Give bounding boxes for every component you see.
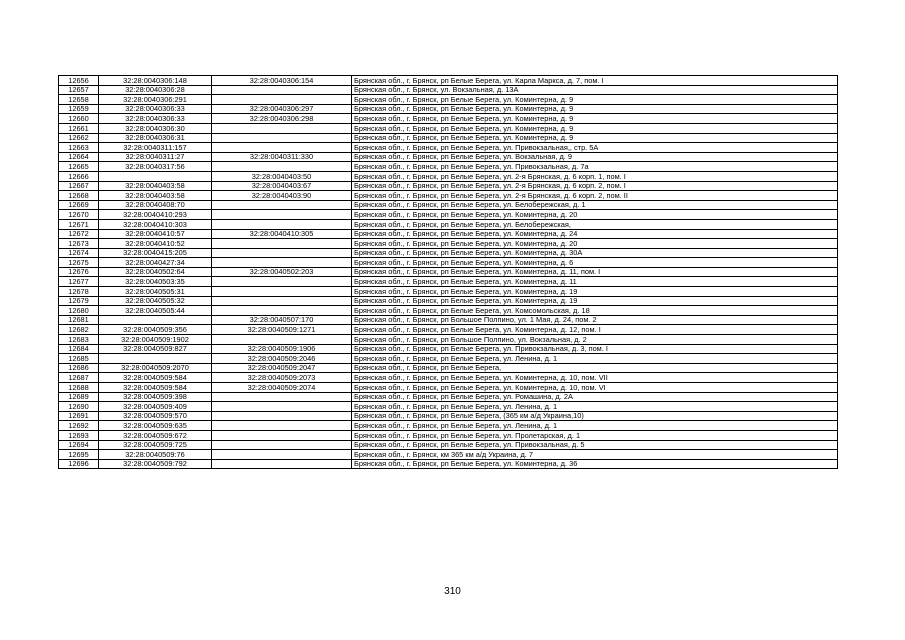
address-cell: Брянская обл., г. Брянск, рп Белые Берега, ул. Коминтерна, д. 20 bbox=[352, 239, 838, 249]
building-number-cell: 32:28:0040509:1271 bbox=[212, 325, 352, 335]
address-cell: Брянская обл., г. Брянск, рп Белые Берега, ул. Коминтерна, д. 9 bbox=[352, 133, 838, 143]
cadastral-number-cell: 32:28:0040410:52 bbox=[99, 239, 212, 249]
address-cell: Брянская обл., г. Брянск, рп Белые Берега, ул. Пролетарская, д. 1 bbox=[352, 430, 838, 440]
cadastral-number-cell: 32:28:0040509:76 bbox=[99, 450, 212, 460]
row-number-cell: 12670 bbox=[59, 210, 99, 220]
cadastral-number-cell: 32:28:0040410:303 bbox=[99, 219, 212, 229]
property-registry-table bbox=[58, 75, 838, 469]
address-cell: Брянская обл., г. Брянск, рп Белые Берега, ул. Коминтерна, д. 11 bbox=[352, 277, 838, 287]
cadastral-number-cell: 32:28:0040503:35 bbox=[99, 277, 212, 287]
row-number-cell: 12659 bbox=[59, 104, 99, 114]
table-row bbox=[59, 421, 838, 431]
registry-table-body bbox=[59, 76, 838, 469]
row-number-cell: 12680 bbox=[59, 306, 99, 316]
cadastral-number-cell: 32:28:0040509:2070 bbox=[99, 363, 212, 373]
building-number-cell: 32:28:0040502:203 bbox=[212, 267, 352, 277]
row-number-cell: 12673 bbox=[59, 239, 99, 249]
address-cell: Брянская обл., г. Брянск, рп Белые Берега, ул. 2-я Брянская, д. 6 корп. 2, пом. II bbox=[352, 191, 838, 201]
building-number-cell bbox=[212, 277, 352, 287]
cadastral-number-cell: 32:28:0040306:33 bbox=[99, 114, 212, 124]
row-number-cell: 12682 bbox=[59, 325, 99, 335]
building-number-cell: 32:28:0040507:170 bbox=[212, 315, 352, 325]
row-number-cell: 12674 bbox=[59, 248, 99, 258]
building-number-cell bbox=[212, 287, 352, 297]
cadastral-number-cell: 32:28:0040415:205 bbox=[99, 248, 212, 258]
address-cell: Брянская обл., г. Брянск, рп Белые Берега, ул. Коминтерна, д. 11, пом. I bbox=[352, 267, 838, 277]
table-row bbox=[59, 181, 838, 191]
address-cell: Брянская обл., г. Брянск, рп Белые Берега, ул. Ленина, д. 1 bbox=[352, 421, 838, 431]
building-number-cell bbox=[212, 143, 352, 153]
page-number: 310 bbox=[444, 586, 461, 597]
table-row bbox=[59, 229, 838, 239]
row-number-cell: 12660 bbox=[59, 114, 99, 124]
building-number-cell: 32:28:0040509:2073 bbox=[212, 373, 352, 383]
building-number-cell bbox=[212, 335, 352, 345]
address-cell: Брянская обл., г. Брянск, рп Белые Берега, ул. Ленина, д. 1 bbox=[352, 402, 838, 412]
row-number-cell: 12687 bbox=[59, 373, 99, 383]
address-cell: Брянская обл., г. Брянск, рп Белые Берега, ул. 2-я Брянская, д. 6 корп. 2, пом. I bbox=[352, 181, 838, 191]
row-number-cell: 12666 bbox=[59, 171, 99, 181]
row-number-cell: 12692 bbox=[59, 421, 99, 431]
table-row bbox=[59, 114, 838, 124]
address-cell: Брянская обл., г. Брянск, рп Белые Берега, bbox=[352, 363, 838, 373]
table-row bbox=[59, 325, 838, 335]
table-row bbox=[59, 219, 838, 229]
cadastral-number-cell: 32:28:0040306:30 bbox=[99, 123, 212, 133]
address-cell: Брянская обл., г. Брянск, рп Белые Берега, ул. Коминтерна, д. 30А bbox=[352, 248, 838, 258]
building-number-cell bbox=[212, 123, 352, 133]
building-number-cell: 32:28:0040306:298 bbox=[212, 114, 352, 124]
address-cell: Брянская обл., г. Брянск, рп Белые Берега, ул. Коминтерна, д. 9 bbox=[352, 114, 838, 124]
table-row bbox=[59, 239, 838, 249]
row-number-cell: 12663 bbox=[59, 143, 99, 153]
address-cell: Брянская обл., г. Брянск, рп Большое Полпино, ул. Вокзальная, д. 2 bbox=[352, 335, 838, 345]
table-row bbox=[59, 267, 838, 277]
cadastral-number-cell: 32:28:0040505:44 bbox=[99, 306, 212, 316]
row-number-cell: 12657 bbox=[59, 85, 99, 95]
row-number-cell: 12694 bbox=[59, 440, 99, 450]
building-number-cell: 32:28:0040509:2047 bbox=[212, 363, 352, 373]
table-row bbox=[59, 430, 838, 440]
address-cell: Брянская обл., г. Брянск, рп Белые Берега, ул. Коминтерна, д. 9 bbox=[352, 95, 838, 105]
table-row bbox=[59, 258, 838, 268]
building-number-cell bbox=[212, 210, 352, 220]
table-row bbox=[59, 277, 838, 287]
building-number-cell: 32:28:0040311:330 bbox=[212, 152, 352, 162]
row-number-cell: 12675 bbox=[59, 258, 99, 268]
cadastral-number-cell: 32:28:0040509:1902 bbox=[99, 335, 212, 345]
table-row bbox=[59, 383, 838, 393]
row-number-cell: 12662 bbox=[59, 133, 99, 143]
address-cell: Брянская обл., г. Брянск, рп Белые Берега, ул. Карла Маркса, д. 7, пом. I bbox=[352, 76, 838, 86]
row-number-cell: 12684 bbox=[59, 344, 99, 354]
address-cell: Брянская обл., г. Брянск, рп Белые Берега, ул. Привокзальная,, стр. 5А bbox=[352, 143, 838, 153]
row-number-cell: 12688 bbox=[59, 383, 99, 393]
table-row bbox=[59, 200, 838, 210]
cadastral-number-cell: 32:28:0040502:64 bbox=[99, 267, 212, 277]
cadastral-number-cell bbox=[99, 354, 212, 364]
building-number-cell bbox=[212, 421, 352, 431]
cadastral-number-cell: 32:28:0040403:58 bbox=[99, 191, 212, 201]
building-number-cell bbox=[212, 219, 352, 229]
cadastral-number-cell: 32:28:0040509:398 bbox=[99, 392, 212, 402]
address-cell: Брянская обл., г. Брянск, рп Белые Берега, ул. Коминтерна, д. 24 bbox=[352, 229, 838, 239]
address-cell: Брянская обл., г. Брянск, рп Белые Берега, ул. Коминтерна, д. 12, пом. I bbox=[352, 325, 838, 335]
address-cell: Брянская обл., г. Брянск, рп Белые Берега, ул. Ромашина, д. 2А bbox=[352, 392, 838, 402]
cadastral-number-cell: 32:28:0040509:827 bbox=[99, 344, 212, 354]
building-number-cell bbox=[212, 392, 352, 402]
table-row bbox=[59, 411, 838, 421]
address-cell: Брянская обл., г. Брянск, рп Белые Берега, ул. Коминтерна, д. 9 bbox=[352, 123, 838, 133]
table-row bbox=[59, 210, 838, 220]
cadastral-number-cell: 32:28:0040306:28 bbox=[99, 85, 212, 95]
building-number-cell bbox=[212, 450, 352, 460]
row-number-cell: 12695 bbox=[59, 450, 99, 460]
cadastral-number-cell: 32:28:0040509:725 bbox=[99, 440, 212, 450]
row-number-cell: 12664 bbox=[59, 152, 99, 162]
cadastral-number-cell: 32:28:0040306:33 bbox=[99, 104, 212, 114]
row-number-cell: 12686 bbox=[59, 363, 99, 373]
cadastral-number-cell: 32:28:0040427:34 bbox=[99, 258, 212, 268]
cadastral-number-cell: 32:28:0040410:57 bbox=[99, 229, 212, 239]
row-number-cell: 12671 bbox=[59, 219, 99, 229]
row-number-cell: 12679 bbox=[59, 296, 99, 306]
row-number-cell: 12683 bbox=[59, 335, 99, 345]
building-number-cell: 32:28:0040403:90 bbox=[212, 191, 352, 201]
table-row bbox=[59, 162, 838, 172]
cadastral-number-cell: 32:28:0040306:291 bbox=[99, 95, 212, 105]
address-cell: Брянская обл., г. Брянск, рп Белые Берега, ул. Коминтерна, д. 19 bbox=[352, 287, 838, 297]
building-number-cell bbox=[212, 85, 352, 95]
row-number-cell: 12661 bbox=[59, 123, 99, 133]
row-number-cell: 12681 bbox=[59, 315, 99, 325]
row-number-cell: 12685 bbox=[59, 354, 99, 364]
building-number-cell bbox=[212, 258, 352, 268]
cadastral-number-cell: 32:28:0040306:31 bbox=[99, 133, 212, 143]
building-number-cell: 32:28:0040403:67 bbox=[212, 181, 352, 191]
cadastral-number-cell: 32:28:0040509:570 bbox=[99, 411, 212, 421]
cadastral-number-cell: 32:28:0040509:792 bbox=[99, 459, 212, 469]
row-number-cell: 12676 bbox=[59, 267, 99, 277]
row-number-cell: 12696 bbox=[59, 459, 99, 469]
table-row bbox=[59, 248, 838, 258]
building-number-cell bbox=[212, 95, 352, 105]
cadastral-number-cell: 32:28:0040509:584 bbox=[99, 383, 212, 393]
address-cell: Брянская обл., г. Брянск, рп Белые Берега, ул. Привокзальная, д. 7а bbox=[352, 162, 838, 172]
cadastral-number-cell: 32:28:0040311:27 bbox=[99, 152, 212, 162]
address-cell: Брянская обл., г. Брянск, рп Белые Берега, ул. Ленина, д. 1 bbox=[352, 354, 838, 364]
row-number-cell: 12677 bbox=[59, 277, 99, 287]
row-number-cell: 12678 bbox=[59, 287, 99, 297]
building-number-cell: 32:28:0040306:297 bbox=[212, 104, 352, 114]
table-row bbox=[59, 402, 838, 412]
cadastral-number-cell: 32:28:0040408:70 bbox=[99, 200, 212, 210]
cadastral-number-cell: 32:28:0040509:584 bbox=[99, 373, 212, 383]
table-row bbox=[59, 287, 838, 297]
building-number-cell bbox=[212, 306, 352, 316]
building-number-cell: 32:28:0040509:2046 bbox=[212, 354, 352, 364]
address-cell: Брянская обл., г. Брянск, рп Белые Берега, ул. Коминтерна, д. 19 bbox=[352, 296, 838, 306]
table-row bbox=[59, 450, 838, 460]
address-cell: Брянская обл., г. Брянск, ул. Вокзальная, д. 13А bbox=[352, 85, 838, 95]
address-cell: Брянская обл., г. Брянск, рп Белые Берега, ул. Коминтерна, д. 6 bbox=[352, 258, 838, 268]
address-cell: Брянская обл., г. Брянск, рп Белые Берега, ул. Привокзальная, д. 3, пом. I bbox=[352, 344, 838, 354]
building-number-cell bbox=[212, 239, 352, 249]
building-number-cell bbox=[212, 411, 352, 421]
address-cell: Брянская обл., г. Брянск, рп Белые Берега, ул. Комсомольская, д. 18 bbox=[352, 306, 838, 316]
cadastral-number-cell: 32:28:0040509:409 bbox=[99, 402, 212, 412]
address-cell: Брянская обл., г. Брянск, рп Большое Полпино, ул. 1 Мая, д. 24, пом. 2 bbox=[352, 315, 838, 325]
building-number-cell bbox=[212, 402, 352, 412]
address-cell: Брянская обл., г. Брянск, рп Белые Берега, ул. Коминтерна, д. 36 bbox=[352, 459, 838, 469]
address-cell: Брянская обл., г. Брянск, рп Белые Берега, ул. Белобережская, д. 1 bbox=[352, 200, 838, 210]
cadastral-number-cell bbox=[99, 315, 212, 325]
table-row bbox=[59, 344, 838, 354]
table-row bbox=[59, 171, 838, 181]
table-row bbox=[59, 296, 838, 306]
table-row bbox=[59, 315, 838, 325]
building-number-cell bbox=[212, 459, 352, 469]
table-row bbox=[59, 123, 838, 133]
table-row bbox=[59, 143, 838, 153]
building-number-cell bbox=[212, 162, 352, 172]
cadastral-number-cell: 32:28:0040317:56 bbox=[99, 162, 212, 172]
cadastral-number-cell: 32:28:0040403:58 bbox=[99, 181, 212, 191]
building-number-cell bbox=[212, 440, 352, 450]
cadastral-number-cell: 32:28:0040505:32 bbox=[99, 296, 212, 306]
table-row bbox=[59, 440, 838, 450]
cadastral-number-cell: 32:28:0040311:157 bbox=[99, 143, 212, 153]
address-cell: Брянская обл., г. Брянск, рп Белые Берега, ул. Привокзальная, д. 5 bbox=[352, 440, 838, 450]
address-cell: Брянская обл., г. Брянск, рп Белые Берега, ул. Коминтерна, д. 9 bbox=[352, 104, 838, 114]
row-number-cell: 12668 bbox=[59, 191, 99, 201]
row-number-cell: 12665 bbox=[59, 162, 99, 172]
cadastral-number-cell: 32:28:0040509:672 bbox=[99, 430, 212, 440]
address-cell: Брянская обл., г. Брянск, рп Белые Берега, ул. Коминтерна, д. 20 bbox=[352, 210, 838, 220]
address-cell: Брянская обл., г. Брянск, рп Белые Берега, ул. Белобережская, bbox=[352, 219, 838, 229]
address-cell: Брянская обл., г. Брянск, км 365 км а/д Украина, д. 7 bbox=[352, 450, 838, 460]
table-row bbox=[59, 373, 838, 383]
building-number-cell: 32:28:0040410:305 bbox=[212, 229, 352, 239]
building-number-cell bbox=[212, 248, 352, 258]
building-number-cell bbox=[212, 200, 352, 210]
table-row bbox=[59, 152, 838, 162]
table-row bbox=[59, 335, 838, 345]
cadastral-number-cell bbox=[99, 171, 212, 181]
address-cell: Брянская обл., г. Брянск, рп Белые Берега, (365 км а/д Украина,10) bbox=[352, 411, 838, 421]
row-number-cell: 12690 bbox=[59, 402, 99, 412]
cadastral-number-cell: 32:28:0040306:148 bbox=[99, 76, 212, 86]
address-cell: Брянская обл., г. Брянск, рп Белые Берега, ул. Коминтерна, д. 10, пом. VI bbox=[352, 383, 838, 393]
table-row bbox=[59, 363, 838, 373]
row-number-cell: 12691 bbox=[59, 411, 99, 421]
row-number-cell: 12672 bbox=[59, 229, 99, 239]
row-number-cell: 12689 bbox=[59, 392, 99, 402]
row-number-cell: 12658 bbox=[59, 95, 99, 105]
table-row bbox=[59, 306, 838, 316]
building-number-cell bbox=[212, 296, 352, 306]
table-row bbox=[59, 392, 838, 402]
table-row bbox=[59, 354, 838, 364]
row-number-cell: 12667 bbox=[59, 181, 99, 191]
table-row bbox=[59, 459, 838, 469]
address-cell: Брянская обл., г. Брянск, рп Белые Берега, ул. 2-я Брянская, д. 6 корп. 1, пом. I bbox=[352, 171, 838, 181]
row-number-cell: 12693 bbox=[59, 430, 99, 440]
table-row bbox=[59, 191, 838, 201]
table-row bbox=[59, 95, 838, 105]
building-number-cell: 32:28:0040403:50 bbox=[212, 171, 352, 181]
address-cell: Брянская обл., г. Брянск, рп Белые Берега, ул. Вокзальная, д. 9 bbox=[352, 152, 838, 162]
building-number-cell bbox=[212, 133, 352, 143]
building-number-cell: 32:28:0040509:1906 bbox=[212, 344, 352, 354]
table-row bbox=[59, 76, 838, 86]
cadastral-number-cell: 32:28:0040505:31 bbox=[99, 287, 212, 297]
cadastral-number-cell: 32:28:0040410:293 bbox=[99, 210, 212, 220]
table-row bbox=[59, 133, 838, 143]
row-number-cell: 12656 bbox=[59, 76, 99, 86]
address-cell: Брянская обл., г. Брянск, рп Белые Берега, ул. Коминтерна, д. 10, пом. VII bbox=[352, 373, 838, 383]
table-row bbox=[59, 85, 838, 95]
table-row bbox=[59, 104, 838, 114]
building-number-cell: 32:28:0040306:154 bbox=[212, 76, 352, 86]
building-number-cell: 32:28:0040509:2074 bbox=[212, 383, 352, 393]
cadastral-number-cell: 32:28:0040509:356 bbox=[99, 325, 212, 335]
cadastral-number-cell: 32:28:0040509:635 bbox=[99, 421, 212, 431]
building-number-cell bbox=[212, 430, 352, 440]
row-number-cell: 12669 bbox=[59, 200, 99, 210]
